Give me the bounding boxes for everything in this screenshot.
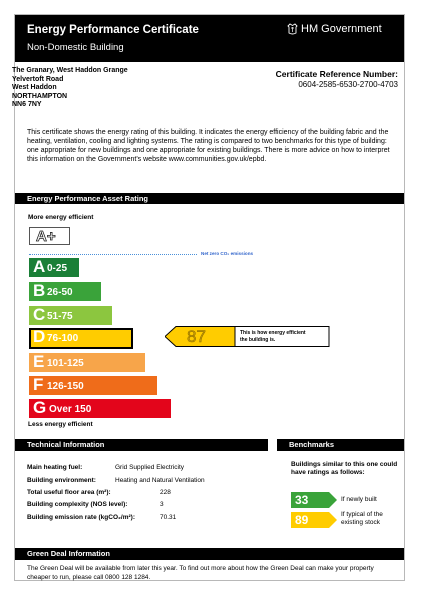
intro-paragraph: This certificate shows the energy rating of this building. It indicates the energy efficiency of the building fabric and the heating, ventilation, cooling and lighting systems. The rating is compared to two benchmarks for this type of building: one appropriate for new buildings and one appropriate for existing buildings. There is more advice on how to interpret this information on the Government's website www.communities.gov.uk/epbd. (27, 129, 390, 163)
certificate-subtitle: Non-Domestic Building (27, 42, 124, 53)
benchmark-existing-stock (291, 512, 337, 528)
band-c (29, 306, 112, 325)
green-deal-heading: Green Deal Information (15, 548, 404, 560)
band-letter: D (33, 327, 46, 346)
band-letter: G (33, 398, 47, 417)
certificate-title: Energy Performance Certificate (27, 24, 199, 36)
address-line: NN6 7NY (12, 101, 42, 108)
band-range: Over 150 (49, 404, 92, 415)
tech-value-environment: Heating and Natural Ventilation (115, 477, 205, 484)
tech-label-fuel: Main heating fuel: (27, 464, 83, 471)
band-b (29, 282, 101, 301)
technical-heading: Technical Information (15, 439, 268, 451)
benchmark-label: If typical of the existing stock (341, 511, 383, 526)
crown-crest-icon (287, 23, 298, 35)
tech-label-complexity: Building complexity (NOS level): (27, 501, 128, 508)
tech-label-environment: Building environment: (27, 477, 96, 484)
benchmark-value: 33 (295, 493, 309, 507)
current-rating-indicator (165, 326, 330, 347)
band-range: 0-25 (47, 263, 68, 274)
benchmark-value: 89 (295, 513, 309, 527)
band-letter: C (33, 305, 46, 324)
tech-value-fuel: Grid Supplied Electricity (115, 464, 184, 471)
current-rating-caption (240, 330, 306, 343)
property-address (12, 67, 128, 110)
band-d (29, 328, 133, 349)
benchmark-label: If newly built (341, 496, 377, 503)
caption-line: the building is. (240, 336, 276, 343)
band-letter: B (33, 281, 46, 300)
caption-line: This is how energy efficient (240, 330, 306, 336)
a-plus-label: A+ (36, 228, 56, 245)
benchmarks-intro: Buildings similar to this one could have ratings as follows: (291, 461, 398, 476)
green-deal-text: The Green Deal will be available from later this year. To find out more about how the Green Deal can make your property cheaper to run, please call 0800 128 1284. (27, 565, 374, 581)
band-range: 26-50 (47, 287, 73, 298)
band-range: 51-75 (47, 311, 73, 322)
band-letter: A (33, 257, 46, 276)
a-plus-box (29, 227, 70, 245)
address-line: The Granary, West Haddon Grange (12, 67, 128, 74)
band-letter: E (33, 352, 45, 371)
band-g (29, 399, 171, 418)
address-line: NORTHAMPTON (12, 92, 68, 100)
tech-label-emission-rate: Building emission rate (kgCO₂/m²): (27, 514, 135, 521)
benchmark-new-build (291, 492, 337, 508)
tech-value-floor-area: 228 (160, 489, 171, 496)
tech-label-floor-area: Total useful floor area (m²): (27, 489, 111, 496)
net-zero-line (29, 254, 197, 255)
band-range: 126-150 (47, 381, 84, 392)
tech-value-emission-rate: 70.31 (160, 514, 177, 521)
net-zero-label: Net zero CO₂ emissions (201, 251, 254, 256)
current-rating-value: 87 (187, 327, 206, 346)
tech-value-complexity: 3 (160, 501, 164, 508)
address-line: Yelvertoft Road (12, 75, 64, 83)
band-e (29, 353, 145, 372)
more-efficient-label: More energy efficient (28, 214, 94, 221)
less-efficient-label: Less energy efficient (28, 421, 93, 428)
band-letter: F (33, 375, 44, 394)
band-f (29, 376, 157, 395)
hm-government-logo-text: HM Government (301, 23, 382, 35)
certificate-reference-label: Certificate Reference Number: (275, 69, 398, 79)
address-line: West Haddon (12, 84, 57, 91)
band-range: 76-100 (47, 333, 79, 344)
benchmarks-heading: Benchmarks (277, 439, 404, 451)
rating-section-heading: Energy Performance Asset Rating (15, 193, 404, 204)
certificate-header (15, 15, 404, 62)
band-range: 101-125 (47, 358, 84, 369)
band-a (29, 258, 79, 277)
certificate-reference-number: 0604-2585-6530-2700-4703 (298, 80, 398, 89)
